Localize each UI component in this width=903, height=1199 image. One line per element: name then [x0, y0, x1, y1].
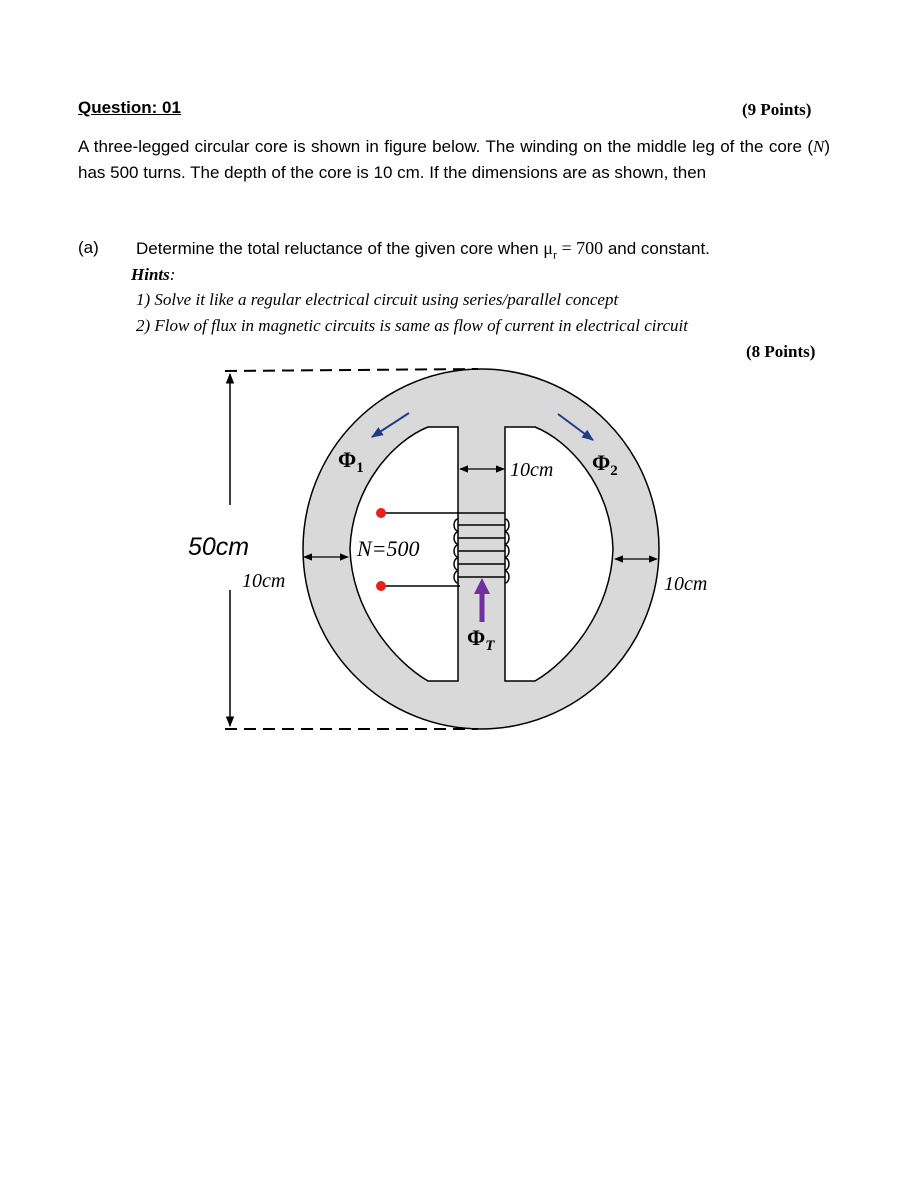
phi2-subscript: 2 [610, 463, 618, 479]
top-dashed-line [225, 369, 478, 371]
phiT-symbol: Φ [467, 625, 486, 650]
phiT-arrow-shaft [480, 592, 485, 622]
phi1-symbol: Φ [338, 447, 357, 472]
right-leg-label: 10cm [664, 573, 708, 595]
winding-label: N=500 [357, 536, 420, 561]
left-leg-label: 10cm [242, 570, 286, 592]
height-label: 50cm [188, 533, 250, 561]
intro-variable: N [812, 137, 825, 156]
phi2-symbol: Φ [592, 450, 611, 475]
question-title: Question: 01 [78, 98, 181, 117]
question-points: (9 Points) [742, 100, 812, 119]
terminal-top [376, 508, 386, 518]
part-a-text-start: Determine the total reluctance of the given core when [136, 239, 544, 258]
hints-colon: : [169, 265, 176, 284]
terminal-bottom [376, 581, 386, 591]
mu-value: = 700 [556, 238, 604, 258]
hints-label-text: Hints [131, 265, 170, 284]
part-a-text-end: and constant. [603, 239, 710, 258]
hint-item: 2) Flow of flux in magnetic circuits is same as flow of current in electrical circuit [136, 316, 688, 335]
mu-symbol: μ [543, 238, 553, 258]
phiT-subscript: T [485, 638, 495, 654]
intro-text-2: ) has 500 turns. The depth of the core is 10 cm. If the dimensions are as shown, then [78, 137, 830, 182]
mu-subscript: r [552, 247, 557, 262]
intro-text-1: A three-legged circular core is shown in figure below. The winding on the middle leg of the core ( [78, 137, 813, 156]
middle-leg-label: 10cm [510, 459, 554, 481]
part-a-label: (a) [78, 238, 99, 257]
phi1-subscript: 1 [356, 460, 364, 476]
part-a-points: (8 Points) [746, 342, 816, 361]
hint-item: 1) Solve it like a regular electrical circuit using series/parallel concept [136, 290, 619, 309]
